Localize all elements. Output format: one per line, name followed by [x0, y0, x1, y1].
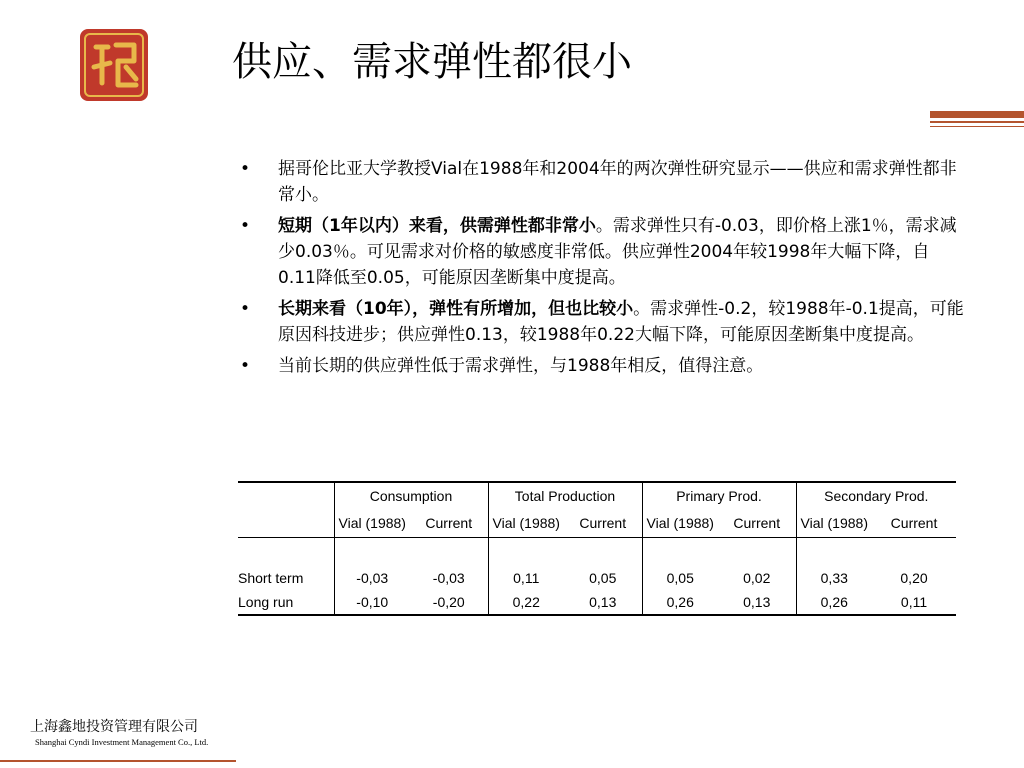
group-header: Primary Prod. [642, 482, 796, 509]
table-cell: 0,11 [872, 590, 956, 615]
sub-header: Current [410, 509, 488, 538]
bullet-text: 。需求弹性-0.2，较1988年-0.1提高，可能原因科技进步；供应弹性0.13，较1988年0.22大幅下降，可能原因垄断集中度提高。 [278, 299, 964, 345]
table-cell: 0,26 [796, 590, 872, 615]
sub-header: Current [718, 509, 796, 538]
company-logo [78, 27, 150, 103]
bullet-bold: 短期（1年以内）来看，供需弹性都非常小 [278, 216, 596, 236]
footer-company-en: Shanghai Cyndi Investment Management Co., Ltd. [35, 737, 209, 747]
elasticity-table [238, 481, 956, 618]
group-header: Total Production [488, 482, 642, 509]
bullet-symbol: • [240, 159, 251, 179]
sub-header: Vial (1988) [488, 509, 564, 538]
corner-cell [238, 482, 334, 509]
bullet-symbol: • [240, 299, 251, 319]
table-cell: 0,02 [743, 570, 771, 586]
bullet-item [240, 156, 964, 208]
bullet-text: 当前长期的供应弹性低于需求弹性，与1988年相反，值得注意。 [278, 356, 764, 376]
bullet-text: 。需求弹性只有-0.03，即价格上涨1％，需求减少0.03％。可见需求对价格的敏感度非常低。供应弹性2004年较1998年大幅下降，自0.11降低至0.05，可能原因垄断集中度提高。 [278, 216, 957, 288]
spacer-cell [872, 538, 956, 567]
header-rule-thin [930, 126, 1024, 127]
row-label: Short term [238, 566, 334, 590]
corner-cell [238, 509, 334, 538]
table-cell: -0,10 [334, 590, 410, 615]
spacer-cell [796, 538, 872, 567]
header-rule-thick [930, 111, 1024, 118]
sub-header-row [238, 509, 956, 538]
row-label: Long run [238, 590, 334, 615]
bullet-item [240, 296, 964, 348]
bullet-bold: 长期来看（10年），弹性有所增加，但也比较小 [278, 299, 634, 319]
footer-company-cn: 上海鑫地投资管理有限公司 [30, 719, 198, 735]
table-cell: 0,20 [900, 570, 928, 586]
elasticity-table-grid [238, 481, 956, 616]
page-title: 供应、需求弹性都很小 [232, 39, 632, 85]
spacer-row [238, 538, 956, 567]
bullet-item [240, 213, 964, 291]
bullet-item [240, 353, 964, 379]
group-header: Secondary Prod. [796, 482, 956, 509]
table-cell: 0,22 [488, 590, 564, 615]
group-header-row [238, 482, 956, 509]
spacer-cell [642, 538, 718, 567]
group-header: Consumption [334, 482, 488, 509]
table-cell: -0,03 [334, 566, 410, 590]
spacer-cell [488, 538, 564, 567]
header-rule-thin [930, 121, 1024, 123]
table-cell: 0,11 [488, 566, 564, 590]
table-cell: 0,05 [642, 566, 718, 590]
sub-header: Vial (1988) [334, 509, 410, 538]
table-cell: 0,26 [642, 590, 718, 615]
table-row [238, 566, 956, 590]
table-row [238, 590, 956, 615]
bullet-symbol: • [240, 216, 251, 236]
spacer-cell [718, 538, 796, 567]
spacer-cell [410, 538, 488, 567]
spacer-cell [238, 538, 334, 567]
table-cell: -0,03 [432, 570, 465, 586]
bullet-text: 据哥伦比亚大学教授Vial在1988年和2004年的两次弹性研究显示——供应和需求弹性都非常小。 [278, 159, 957, 205]
table-cell: 0,33 [796, 566, 872, 590]
sub-header: Current [872, 509, 956, 538]
footer-rule [0, 760, 236, 762]
sub-header: Vial (1988) [796, 509, 872, 538]
table-cell: 0,13 [564, 590, 642, 615]
logo-seal-icon [78, 27, 150, 103]
table-cell: 0,13 [718, 590, 796, 615]
bullet-symbol: • [240, 356, 251, 376]
bullet-list [240, 156, 964, 384]
table-cell: 0,05 [589, 570, 617, 586]
spacer-cell [564, 538, 642, 567]
sub-header: Current [564, 509, 642, 538]
table-cell: -0,20 [410, 590, 488, 615]
spacer-cell [334, 538, 410, 567]
sub-header: Vial (1988) [642, 509, 718, 538]
